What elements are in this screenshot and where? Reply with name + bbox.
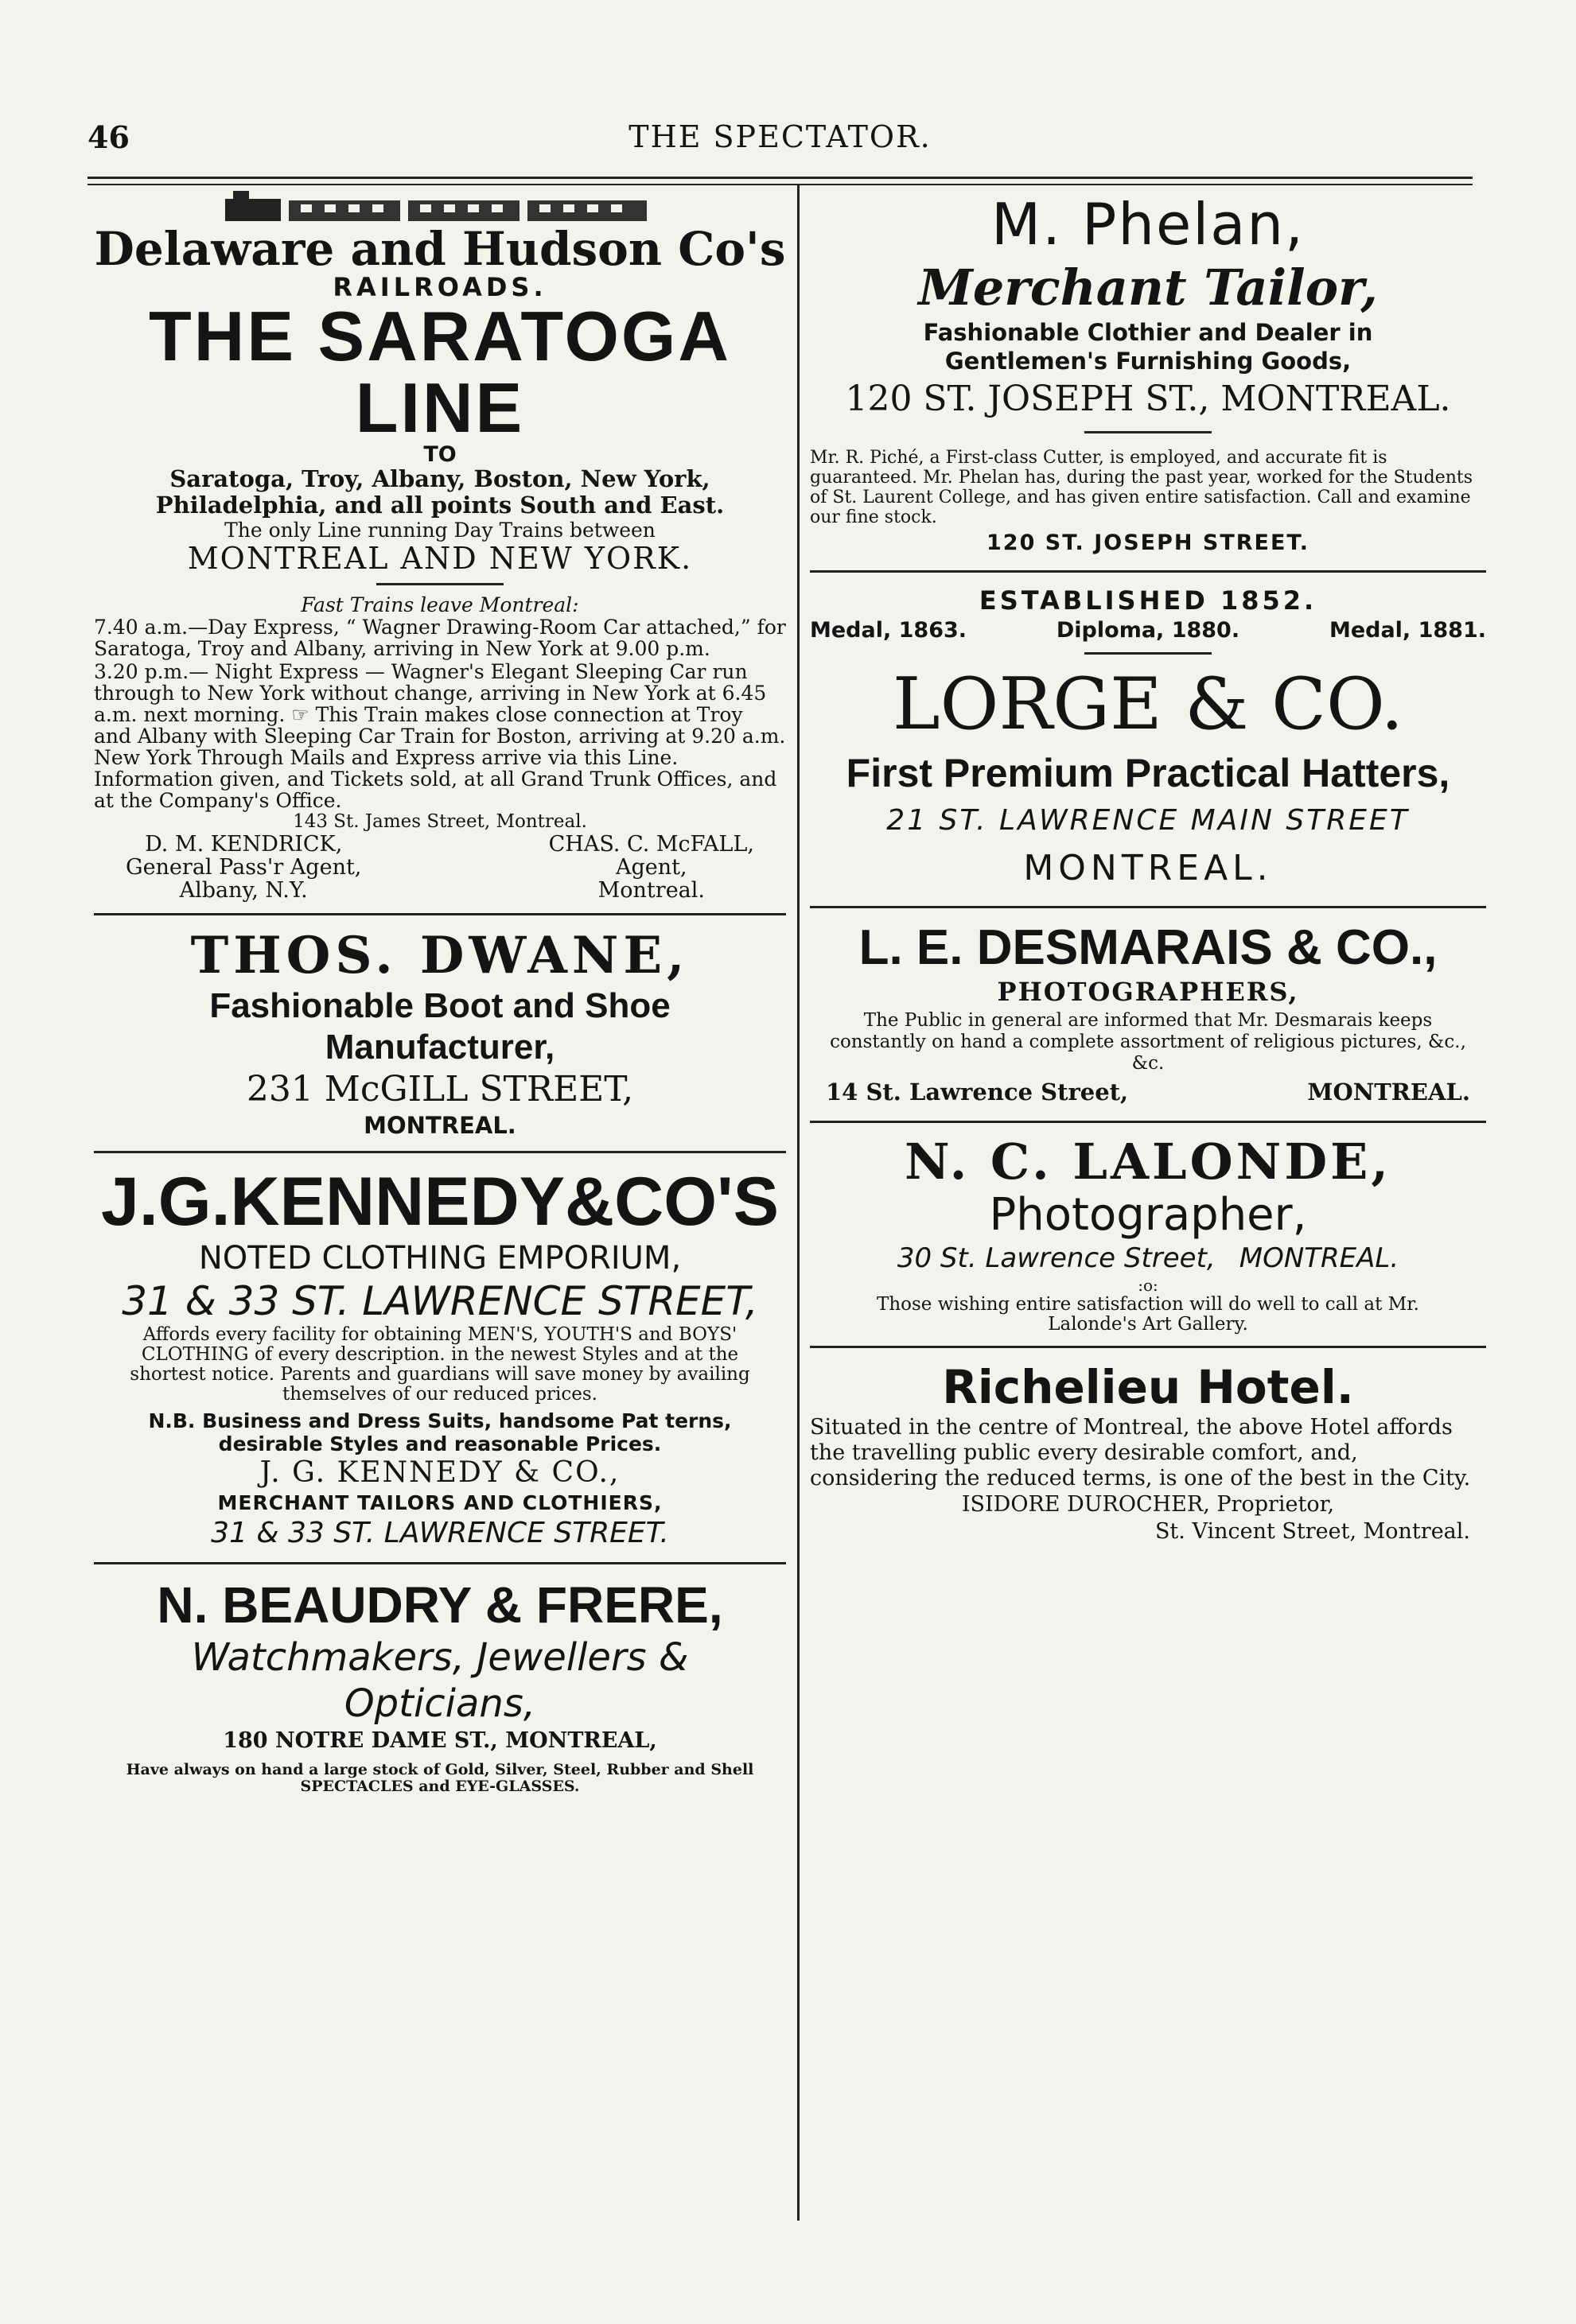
phelan-addr: 120 ST. JOSEPH ST., MONTREAL. [845,379,1451,419]
lalonde-body: Those wishing entire satisfaction will do well to call at Mr. Lalonde's Art Gallery. [876,1294,1419,1335]
kennedy-ad [94,1164,786,1551]
lorge-name: LORGE & CO. [892,663,1404,746]
award-medal-1881: Medal, 1881. [1329,618,1486,643]
lalonde-sep: :o: [1138,1276,1158,1295]
dh-agents [94,833,786,902]
lorge-est: ESTABLISHED 1852. [979,585,1317,616]
dh-p3: New York Through Mails and Express arrive via this Line. [94,746,679,769]
dwane-addr: 231 McGILL STREET, [246,1069,634,1110]
dh-rule [376,583,504,585]
dwane-ad [94,927,786,1140]
train-icon [225,191,655,224]
ad-separator [94,1151,786,1153]
phelan-name: M. Phelan, [991,191,1305,258]
phelan-rule [1084,431,1212,433]
phelan-addr2: 120 ST. JOSEPH STREET. [986,530,1309,555]
richelieu-prop: ISIDORE DUROCHER, Proprietor, [961,1492,1335,1517]
dwane-city: MONTREAL. [364,1112,516,1139]
kennedy-noted: NOTED CLOTHING EMPORIUM, [198,1240,682,1277]
lorge-desc: First Premium Practical Hatters, [846,751,1450,795]
dh-sub: RAILROADS. [333,272,547,302]
kennedy-sig: J. G. KENNEDY & CO., [259,1456,621,1489]
lalonde-address [810,1241,1486,1276]
ad-separator [810,570,1486,573]
phelan-ad [810,191,1486,559]
kennedy-nb: N.B. Business and Dress Suits, handsome Pat terns, desirable Styles and reasonable Prices. [148,1409,732,1455]
agent-kendrick [126,833,361,902]
dh-only: The only Line running Day Trains between [224,519,656,542]
ad-separator [810,1121,1486,1123]
dh-to: TO [423,442,457,467]
dh-fast: Fast Trains leave Montreal: [301,593,579,616]
dh-addr: 143 St. James Street, Montreal. [293,811,587,832]
masthead-title: THE SPECTATOR. [628,119,932,154]
agent-2-title: Agent, [616,855,687,880]
dh-p2: 3.20 p.m.— Night Express — Wagner's Elegant Sleeping Car run through to New York without change, arriving in New York at 6.45 a.m. next morning. ☞ This Train makes close connection at Troy and Albany with Sleeping Car Train for Boston, arriving at 9.20 a.m. [94,660,786,748]
kennedy-body: Affords every facility for obtaining MEN'S, YOUTH'S and BOYS' CLOTHING of every description. in the newest Styles and at the shortest notice. Parents and guardians will save money by availing themselves of our reduced prices. [130,1324,750,1405]
desmarais-street: 14 St. Lawrence Street, [826,1078,1129,1106]
dh-p4: Information given, and Tickets sold, at all Grand Trunk Offices, and at the Company's Office. [94,768,777,812]
lorge-city: MONTREAL. [1023,848,1273,888]
lalonde-sub: Photographer, [989,1189,1307,1241]
desmarais-body: The Public in general are informed that Mr. Desmarais keeps constantly on hand a complete assortment of religious pictures, &c., &c. [830,1010,1466,1074]
phelan-l2: Gentlemen's Furnishing Goods, [944,348,1352,375]
kennedy-mt: MERCHANT TAILORS AND CLOTHIERS, [217,1491,663,1514]
lorge-ad [810,584,1486,895]
dh-p1: 7.40 a.m.—Day Express, “ Wagner Drawing-Room Car attached,” for Saratoga, Troy and Albany, arriving in New York at 9.00 p.m. [94,616,786,660]
lalonde-name: N. C. LALONDE, [905,1133,1391,1191]
beaudry-ad [94,1576,786,1795]
ad-separator [94,1562,786,1564]
award-medal-1863: Medal, 1863. [810,618,967,643]
ad-separator [810,906,1486,908]
richelieu-addr: St. Vincent Street, Montreal. [1154,1519,1470,1544]
desmarais-city: MONTREAL. [1307,1078,1470,1106]
dh-title: Delaware and Hudson Co's [94,222,786,276]
award-diploma-1880: Diploma, 1880. [1056,618,1240,643]
desmarais-sub: PHOTOGRAPHERS, [997,977,1299,1007]
dh-cities: Saratoga, Troy, Albany, Boston, New York, [169,465,710,492]
dh-cities2: Philadelphia, and all points South and East. [155,492,725,519]
right-column [810,191,1486,1545]
richelieu-body: Situated in the centre of Montreal, the above Hotel affords the travelling public every desirable comfort, and, considering the reduced terms, is one of the best in the City. [810,1415,1471,1490]
delaware-hudson-ad [94,191,786,902]
dwane-name: THOS. DWANE, [190,926,690,985]
kennedy-street: 31 & 33 ST. LAWRENCE STREET, [122,1278,758,1324]
header-rule [88,177,1473,185]
desmarais-address [810,1075,1486,1110]
agent-1-title: General Pass'r Agent, [126,855,362,880]
dh-mny: MONTREAL AND NEW YORK. [187,541,693,576]
phelan-body: Mr. R. Piché, a First-class Cutter, is employed, and accurate fit is guaranteed. Mr. Phelan has, during the past year, worked for the Students of St. Laurent College, and has given entire satisfaction. Call and examine our fine stock. [810,448,1473,527]
left-column [94,191,786,1795]
phelan-desc: Merchant Tailor, [918,258,1378,317]
kennedy-name: J.G.KENNEDY&CO'S [101,1164,779,1240]
dwane-desc: Fashionable Boot and Shoe Manufacturer, [209,986,671,1067]
agent-mcfall [549,833,754,902]
dh-line: THE SARATOGA LINE [149,297,731,447]
lalonde-street: 30 St. Lawrence Street, [897,1242,1216,1274]
lalonde-city: MONTREAL. [1239,1242,1399,1274]
ad-separator [94,913,786,915]
beaudry-name: N. BEAUDRY & FRERE, [157,1576,723,1634]
phelan-l1: Fashionable Clothier and Dealer in [923,319,1373,346]
beaudry-body: Have always on hand a large stock of Gold, Silver, Steel, Rubber and Shell SPECTACLES and EYE-GLASSES. [126,1761,754,1795]
richelieu-ad [810,1359,1486,1545]
beaudry-addr: 180 NOTRE DAME ST., MONTREAL, [223,1728,657,1753]
kennedy-street2: 31 & 33 ST. LAWRENCE STREET. [211,1517,669,1549]
agent-2-name: CHAS. C. McFALL, [548,832,754,857]
ad-separator [810,1346,1486,1348]
agent-1-city: Albany, N.Y. [179,878,308,903]
page-number: 46 [88,119,130,155]
richelieu-name: Richelieu Hotel. [942,1360,1354,1414]
column-divider [797,185,800,2221]
agent-1-name: D. M. KENDRICK, [145,832,343,857]
lorge-awards [810,617,1486,644]
agent-2-city: Montreal. [597,878,705,903]
page-header [88,119,1473,167]
lorge-rule [1084,652,1212,655]
desmarais-ad [810,919,1486,1110]
beaudry-desc: Watchmakers, Jewellers & Opticians, [191,1635,689,1726]
lalonde-ad [810,1134,1486,1335]
lorge-addr: 21 ST. LAWRENCE MAIN STREET [886,804,1410,837]
desmarais-name: L. E. DESMARAIS & CO., [858,920,1438,975]
